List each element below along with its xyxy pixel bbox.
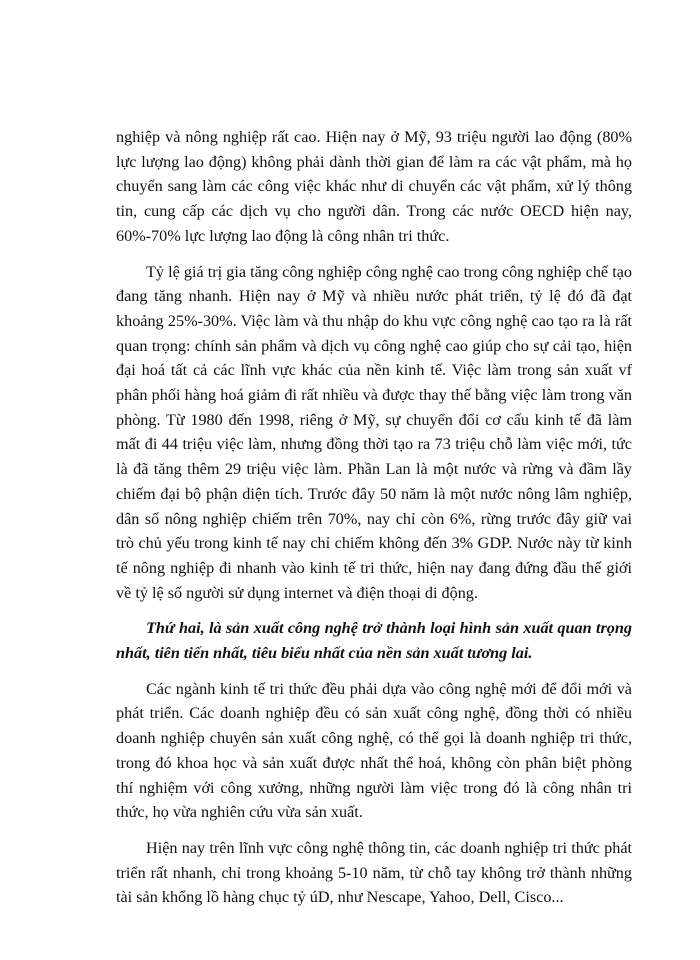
paragraph-4-it-enterprises: Hiện nay trên lĩnh vực công nghệ thông tin, các doanh nghiệp tri thức phát triển rất nhanh, chỉ trong khoảng 5-10 năm, từ chỗ tay không trở thành những tài sản khổng lồ hàng chục tỷ úD, như Nescape, Yahoo, Dell, Cisco... <box>116 838 632 907</box>
paragraph-1-continuation: nghiệp và nông nghiệp rất cao. Hiện nay ở Mỹ, 93 triệu người lao động (80% lực lượng lao động) không phải dành thời gian để làm ra các vật phẩm, mà họ chuyển sang làm các công việc khác như di chuyển các vật phẩm, xử lý thông tin, cung cấp các dịch vụ cho người dân. Trong các nước OECD hiện nay, 60%-70% lực lượng lao động là công nhân tri thức. <box>116 128 632 245</box>
paragraph-2-hightech-share: Tỷ lệ giá trị gia tăng công nghiệp công nghệ cao trong công nghiệp chế tạo đang tăng nhanh. Hiện nay ở Mỹ và nhiều nước phát triển, tỷ lệ đó đã đạt khoảng 25%-30%. Việc làm và thu nhập do khu vực công nghệ cao tạo ra là rất quan trọng: chính sản phẩm và dịch vụ công nghệ cao giúp cho sự cải tạo, hiện đại hoá tất cả các lĩnh vực khác của nền kinh tế. Việc làm trong sản xuất vf phân phối hàng hoá giảm đi rất nhiều và được thay thế bằng việc làm trong văn phòng. Từ 1980 đến 1998, riêng ở Mỹ, sự chuyển đổi cơ cấu kinh tế đã làm mất đi 44 triệu việc làm, nhưng đồng thời tạo ra 73 triệu chỗ làm việc mới, tức là đã tăng thêm 29 triệu việc làm. Phần Lan là một nước và rừng và đầm lầy chiếm đại bộ phận diện tích. Trước đây 50 năm là một nước nông lâm nghiệp, dân số nông nghiệp chiếm trên 70%, nay chỉ còn 6%, rừng trước đây giữ vai trò chủ yếu trong kinh tế nay chỉ chiếm không đến 3% GDP. Nước này từ kinh tế nông nghiệp đi nhanh vào kinh tế tri thức, hiện nay đang đứng đầu thế giới về tỷ lệ số người sử dụng internet và điện thoại di động. <box>116 262 632 602</box>
section-heading-second-point: Thứ hai, là sản xuất công nghệ trở thành loại hình sản xuất quan trọng nhất, tiên tiến nhất, tiêu biểu nhất của nền sản xuất tương lai. <box>116 619 632 663</box>
document-body <box>116 125 632 910</box>
paragraph-3-knowledge-industries: Các ngành kinh tế tri thức đều phải dựa vào công nghệ mới để đổi mới và phát triển. Các doanh nghiệp đều có sản xuất công nghệ, đồng thời có nhiều doanh nghiệp chuyên sản xuất công nghệ, có thể gọi là doanh nghiệp tri thức, trong đó khoa học và sản xuất được nhất thể hoá, không còn phân biệt phòng thí nghiệm với công xưởng, những người làm việc trong đó là công nhân tri thức, họ vừa nghiên cứu vừa sản xuất. <box>116 679 632 822</box>
